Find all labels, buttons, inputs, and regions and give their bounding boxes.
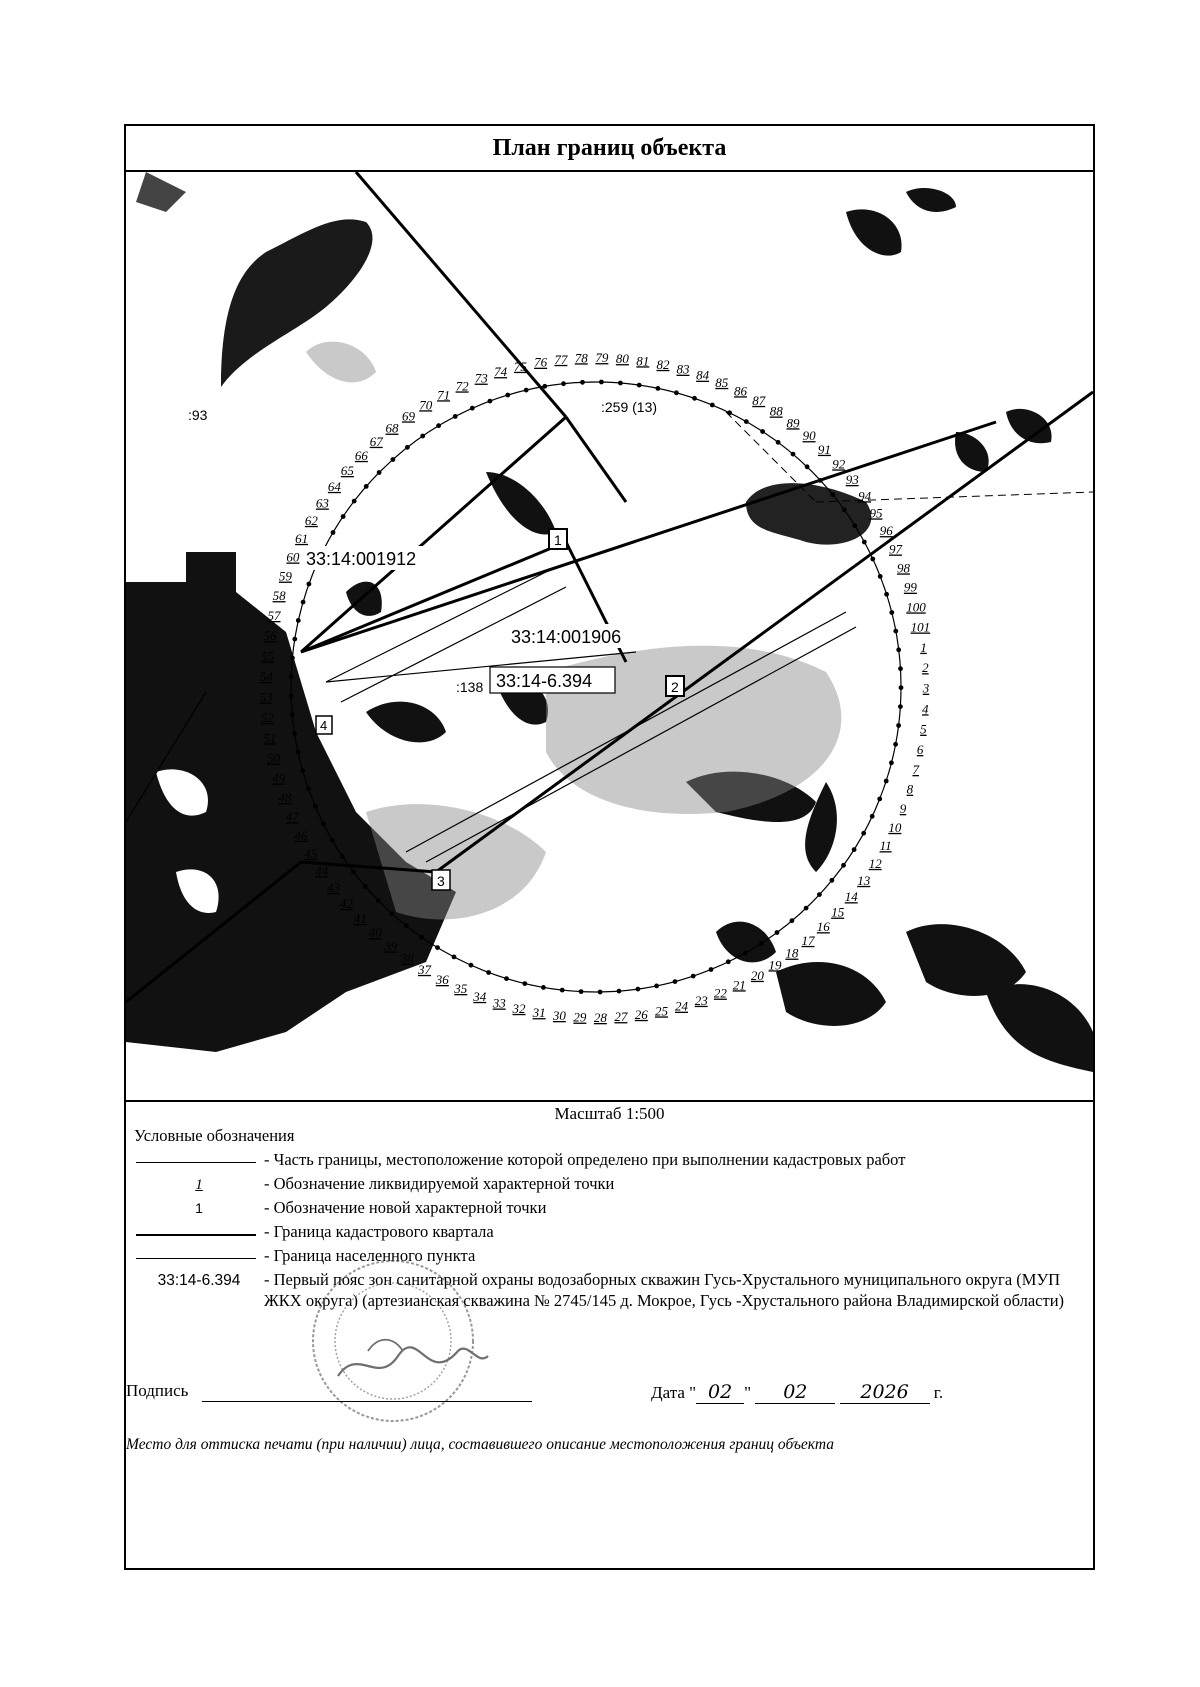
point-number-label: 61 — [295, 530, 309, 546]
point-number-label: 94 — [858, 488, 872, 504]
point-number-label: 19 — [768, 957, 782, 973]
legend-line-thin — [136, 1162, 256, 1163]
point-number-label: 62 — [304, 512, 318, 528]
point-dot — [363, 884, 368, 889]
point-dot — [884, 779, 889, 784]
point-dot — [292, 637, 297, 642]
stamp-note: Место для оттиска печати (при наличии) лица, составившего описание местоположения границ объекта — [126, 1436, 834, 1453]
point-number-label: 18 — [785, 945, 799, 961]
label-parcel-93: :93 — [188, 407, 208, 423]
label-zone: 33:14-6.394 — [496, 671, 593, 691]
point-number-label: 17 — [801, 932, 815, 948]
point-number-label: 51 — [263, 730, 277, 746]
point-dot — [817, 892, 822, 897]
point-dot — [470, 406, 475, 411]
point-number-label: 86 — [734, 383, 747, 399]
point-number-label: 84 — [696, 367, 710, 383]
point-dot — [541, 985, 546, 990]
point-number-label: 54 — [259, 669, 273, 684]
point-number-label: 99 — [903, 579, 917, 595]
point-number-label: 39 — [384, 938, 398, 954]
point-dot — [870, 557, 875, 562]
point-dot — [377, 470, 382, 475]
point-dot — [636, 987, 641, 992]
point-dot — [760, 429, 765, 434]
legend-line-settlement — [136, 1258, 256, 1259]
point-dot — [841, 863, 846, 868]
point-dot — [618, 381, 623, 386]
point-dot — [289, 693, 294, 698]
point-dot — [321, 821, 326, 826]
point-dot — [331, 530, 336, 535]
point-number-label: 95 — [869, 505, 883, 521]
map-area — [126, 172, 1093, 1102]
point-number-label: 77 — [554, 351, 568, 367]
point-number-label: 29 — [573, 1009, 587, 1025]
signature-row — [126, 1381, 1093, 1411]
point-number-label: 83 — [676, 361, 690, 377]
point-dot — [486, 970, 491, 975]
point-dot — [775, 930, 780, 935]
point-dot — [391, 457, 396, 462]
point-dot — [420, 434, 425, 439]
point-dot — [404, 924, 409, 929]
point-dot — [290, 712, 295, 717]
point-number-label: 72 — [455, 378, 469, 394]
point-number-label: 66 — [354, 447, 368, 463]
date-year-suffix: г. — [933, 1383, 944, 1402]
point-number-label: 73 — [474, 370, 488, 386]
point-dot — [852, 847, 857, 852]
point-dot — [743, 951, 748, 956]
point-number-label: 91 — [817, 441, 831, 457]
point-number-label: 30 — [552, 1008, 566, 1023]
point-number-label: 32 — [512, 1000, 526, 1016]
date-month: 02 — [755, 1381, 835, 1404]
point-number-label: 48 — [278, 790, 292, 805]
point-number-label: 100 — [906, 599, 926, 615]
point-dot — [899, 685, 904, 690]
point-dot — [313, 804, 318, 809]
point-number-label: 96 — [879, 523, 893, 539]
point-dot — [542, 384, 547, 389]
title-row — [126, 126, 1093, 172]
point-number-label: 3 — [922, 680, 930, 696]
point-dot — [852, 523, 857, 528]
label-parcel-259: :259 (13) — [601, 399, 658, 415]
point-number-label: 98 — [897, 560, 910, 576]
signature-label: Подпись — [126, 1381, 189, 1400]
point-number-label: 25 — [655, 1003, 668, 1019]
label-parcel-138: :138 — [456, 679, 484, 695]
point-number-label: 44 — [315, 863, 329, 879]
point-number-label: 35 — [454, 981, 468, 996]
point-number-label: 69 — [402, 408, 415, 424]
point-number-label: 93 — [845, 472, 859, 487]
point-dot — [804, 906, 809, 911]
legend-row-cadastral-boundary: - Часть границы, местоположение которой определено при выполнении кадастровых работ — [134, 1150, 1084, 1172]
point-dot — [727, 410, 732, 415]
point-number-label: 81 — [636, 353, 650, 369]
date-day: 02 — [696, 1381, 744, 1404]
point-dot — [842, 507, 847, 512]
point-number-label: 55 — [261, 648, 274, 664]
point-number-label: 9 — [899, 801, 907, 816]
point-dot — [791, 452, 796, 457]
point-number-label: 88 — [769, 403, 783, 419]
page-title: План границ объекта — [492, 134, 727, 161]
point-number-label: 70 — [419, 397, 433, 413]
point-dot — [656, 386, 661, 391]
point-dot — [617, 989, 622, 994]
label-quarter-906: 33:14:001906 — [511, 627, 622, 647]
point-dot — [290, 656, 295, 661]
point-dot — [469, 963, 474, 968]
point-dot — [452, 955, 457, 960]
point-number-label: 42 — [339, 895, 353, 911]
point-dot — [790, 918, 795, 923]
point-number-label: 21 — [732, 977, 746, 993]
point-dot — [599, 380, 604, 385]
point-dot — [726, 959, 731, 964]
point-dot — [673, 979, 678, 984]
point-number-label: 74 — [494, 364, 508, 380]
marker-3 — [432, 870, 450, 890]
point-number-label: 75 — [513, 358, 527, 374]
point-dot — [896, 647, 901, 652]
point-number-label: 56 — [263, 628, 277, 644]
point-dot — [896, 723, 901, 728]
svg-text:2: 2 — [671, 679, 679, 695]
point-dot — [884, 592, 889, 597]
point-dot — [898, 704, 903, 709]
point-dot — [488, 399, 493, 404]
point-dot — [805, 464, 810, 469]
point-number-label: 27 — [614, 1009, 628, 1025]
point-dot — [710, 403, 715, 408]
map-scale: Масштаб 1:500 — [554, 1104, 665, 1123]
point-number-label: 50 — [267, 750, 281, 766]
point-dot — [893, 742, 898, 747]
point-dot — [296, 750, 301, 755]
point-dot — [598, 990, 603, 995]
point-dot — [292, 731, 297, 736]
point-dot — [419, 935, 424, 940]
point-dot — [889, 760, 894, 765]
marker-1 — [549, 529, 567, 549]
point-number-label: 53 — [259, 689, 273, 705]
point-number-label: 80 — [615, 351, 629, 367]
point-number-label: 63 — [315, 495, 329, 511]
point-dot — [560, 988, 565, 993]
legend-title: Условные обозначения — [134, 1126, 295, 1145]
point-dot — [889, 610, 894, 615]
point-dot — [300, 768, 305, 773]
point-dot — [364, 484, 369, 489]
point-number-label: 47 — [285, 809, 299, 825]
point-number-label: 1 — [920, 639, 927, 655]
point-dot — [830, 492, 835, 497]
map-svg — [126, 172, 1093, 1102]
marker-4 — [316, 716, 332, 734]
legend-line-thick — [136, 1234, 256, 1236]
point-dot — [893, 629, 898, 634]
point-number-label: 4 — [922, 701, 929, 717]
point-dot — [390, 911, 395, 916]
point-number-label: 52 — [260, 710, 274, 725]
point-dot — [436, 423, 441, 428]
point-number-label: 67 — [369, 433, 383, 449]
point-dot — [330, 838, 335, 843]
point-number-label: 87 — [752, 392, 766, 408]
point-dot — [561, 381, 566, 386]
point-number-label: 20 — [750, 967, 764, 983]
point-number-label: 10 — [888, 819, 902, 835]
point-dot — [522, 981, 527, 986]
point-number-label: 82 — [656, 356, 670, 372]
legend-row-zone: 33:14-6.394 - Первый пояс зон санитарной охраны водозаборных скважин Гусь-Хрустального муниципального округа (МУП ЖКХ округа) (артезианская скважина № 2745/145 д. Мокрое, Гусь -Хрустального района Владимирской области) — [157, 1270, 1065, 1310]
point-number-label: 11 — [879, 838, 892, 854]
point-number-label: 68 — [385, 420, 399, 436]
legend-row-quarter-boundary: - Граница кадастрового квартала — [134, 1222, 1084, 1244]
point-number-label: 2 — [922, 660, 929, 676]
point-number-label: 5 — [920, 721, 927, 737]
point-number-label: 92 — [832, 456, 846, 472]
point-number-label: 43 — [327, 880, 340, 895]
point-dot — [405, 445, 410, 450]
point-number-label: 22 — [713, 985, 727, 1001]
point-dot — [351, 869, 356, 874]
point-dot — [674, 390, 679, 395]
point-dot — [877, 797, 882, 802]
date-label: Дата — [651, 1383, 685, 1402]
point-number-label: 8 — [906, 781, 914, 797]
point-dot — [579, 989, 584, 994]
point-dot — [376, 898, 381, 903]
point-number-label: 64 — [327, 478, 341, 494]
point-dot — [830, 878, 835, 883]
point-number-label: 15 — [831, 904, 845, 920]
point-dot — [744, 419, 749, 424]
point-dot — [709, 967, 714, 972]
point-dot — [306, 786, 311, 791]
svg-text:3: 3 — [437, 873, 445, 889]
point-number-label: 33 — [492, 995, 506, 1011]
point-dot — [637, 383, 642, 388]
point-dot — [301, 600, 306, 605]
point-number-label: 65 — [340, 463, 354, 478]
point-dot — [870, 814, 875, 819]
point-number-label: 37 — [418, 961, 431, 977]
point-number-label: 16 — [816, 919, 830, 935]
point-dot — [289, 674, 294, 679]
document-frame — [124, 124, 1095, 1570]
legend-row-removed-point: 1 - Обозначение ликвидируемой характерной точки — [195, 1174, 615, 1193]
point-number-label: 59 — [278, 568, 292, 584]
point-dot — [759, 941, 764, 946]
point-number-label: 13 — [857, 872, 871, 888]
point-number-label: 60 — [286, 549, 300, 565]
point-number-label: 26 — [634, 1006, 648, 1022]
marker-2 — [666, 676, 684, 696]
point-number-label: 36 — [435, 972, 449, 987]
point-dot — [878, 574, 883, 579]
point-dot — [505, 393, 510, 398]
point-dot — [654, 984, 659, 989]
point-number-label: 28 — [593, 1010, 607, 1025]
point-number-label: 14 — [844, 889, 858, 905]
point-number-label: 6 — [916, 742, 924, 757]
point-number-label: 90 — [802, 428, 816, 444]
point-number-label: 24 — [675, 998, 688, 1014]
point-number-label: 12 — [868, 855, 882, 871]
point-dot — [341, 514, 346, 519]
point-dot — [898, 666, 903, 671]
point-dot — [453, 414, 458, 419]
point-dot — [691, 974, 696, 979]
point-number-label: 31 — [532, 1005, 546, 1021]
point-dot — [861, 831, 866, 836]
point-dot — [862, 540, 867, 545]
point-number-label: 71 — [437, 387, 451, 403]
point-dot — [692, 396, 697, 401]
point-number-label: 34 — [473, 988, 487, 1004]
signature-line — [202, 1401, 532, 1402]
point-dot — [776, 440, 781, 445]
point-number-label: 78 — [574, 350, 588, 366]
point-number-label: 49 — [272, 770, 286, 786]
legend-row-new-point: 1 - Обозначение новой характерной точки — [195, 1198, 547, 1217]
point-number-label: 97 — [889, 541, 902, 557]
point-dot — [818, 478, 823, 483]
point-dot — [340, 854, 345, 859]
legend-row-settlement-boundary: - Граница населенного пункта — [134, 1246, 1084, 1268]
point-dot — [504, 976, 509, 981]
point-number-label: 45 — [304, 845, 318, 861]
point-dot — [307, 582, 312, 587]
point-dot — [580, 380, 585, 385]
label-quarter-912: 33:14:001912 — [306, 549, 417, 569]
point-number-label: 57 — [267, 608, 281, 623]
point-dot — [296, 618, 301, 623]
point-number-label: 7 — [912, 762, 919, 777]
point-number-label: 38 — [400, 950, 414, 966]
point-number-label: 76 — [534, 354, 548, 370]
point-number-label: 46 — [294, 827, 308, 843]
point-number-label: 89 — [786, 415, 800, 431]
point-dot — [524, 388, 529, 393]
point-dot — [352, 499, 357, 504]
date-block: Дата " 02 " 02 2026 г. — [651, 1381, 944, 1403]
date-year: 2026 — [840, 1381, 930, 1404]
svg-text:4: 4 — [320, 718, 328, 733]
point-number-label: 41 — [353, 911, 367, 926]
point-dot — [435, 945, 440, 950]
point-number-label: 85 — [715, 374, 729, 390]
point-number-label: 23 — [694, 992, 708, 1008]
point-number-label: 79 — [595, 350, 609, 366]
svg-text:1: 1 — [554, 532, 562, 548]
point-number-label: 101 — [910, 619, 931, 635]
point-number-label: 40 — [368, 925, 382, 941]
point-number-label: 58 — [272, 588, 286, 604]
